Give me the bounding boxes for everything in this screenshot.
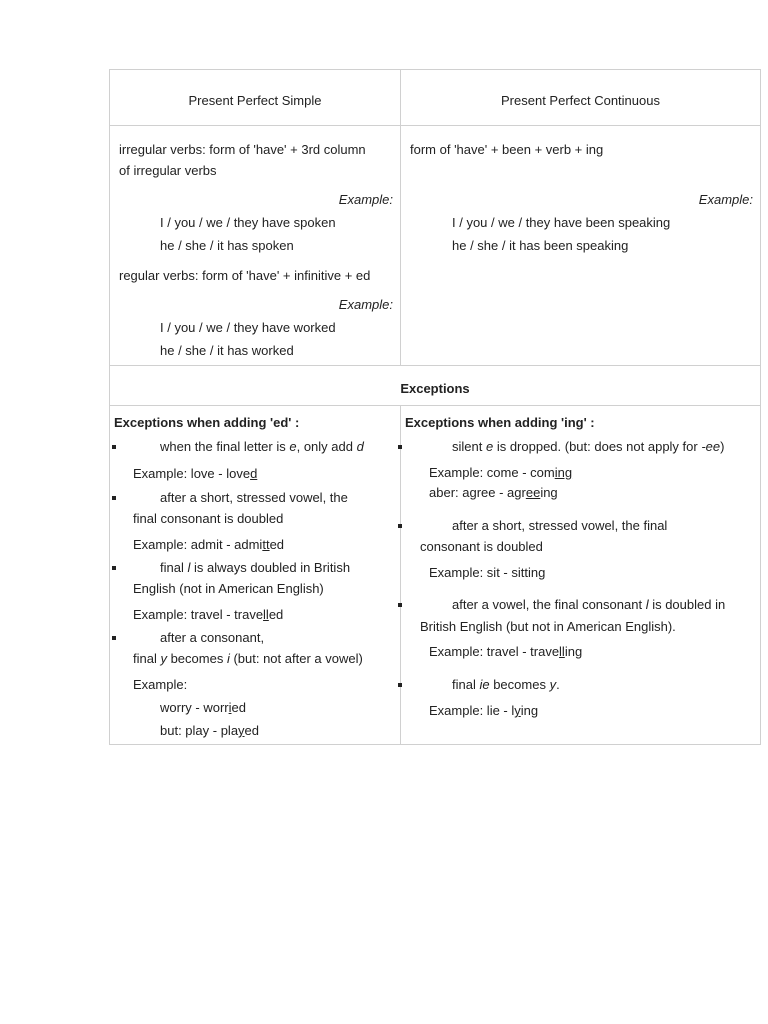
ed-rule2-example: Example: admit - admitted (133, 537, 285, 552)
table-border-left (109, 69, 110, 745)
bullet-icon (112, 445, 116, 449)
regular-example-label: Example: (338, 297, 393, 312)
ed-rule3-line2: English (not in American English) (133, 581, 324, 596)
irregular-rule-line2: of irregular verbs (119, 163, 217, 178)
table-border-top (109, 69, 761, 70)
ing-rule1-example: Example: come - coming (429, 465, 573, 480)
table-border-header (109, 125, 761, 126)
table-border-exceptions-top (109, 365, 761, 366)
irregular-example-2: he / she / it has spoken (160, 238, 294, 253)
continuous-example-2: he / she / it has been speaking (452, 238, 629, 253)
ed-rule4-line1: after a consonant, (160, 630, 265, 645)
table-divider-upper (400, 69, 401, 366)
bullet-icon (398, 524, 402, 528)
ing-rule3-example: Example: travel - travelling (429, 644, 583, 659)
ed-rule1-example: Example: love - loved (133, 466, 258, 481)
ed-rule4-example-label: Example: (133, 677, 188, 692)
ing-rule1-text: silent e is dropped. (but: does not apply for -ee) (452, 439, 725, 454)
ing-rule3-line2: British English (but not in American English). (420, 619, 676, 634)
bullet-icon (398, 445, 402, 449)
bullet-icon (112, 636, 116, 640)
table-divider-lower (400, 405, 401, 745)
bullet-icon (398, 603, 402, 607)
ing-rule2-line2: consonant is doubled (420, 539, 543, 554)
exceptions-title: Exceptions (400, 381, 470, 396)
continuous-example-1: I / you / we / they have been speaking (452, 215, 671, 230)
continuous-example-label: Example: (698, 192, 753, 207)
bullet-icon (112, 566, 116, 570)
table-border-exceptions-bottom (109, 405, 761, 406)
bullet-icon (112, 496, 116, 500)
ed-rule1-text: when the final letter is e, only add d (160, 439, 364, 454)
ing-rule2-example: Example: sit - sitting (429, 565, 546, 580)
table-border-bottom (109, 744, 761, 745)
ing-rule1-example2: aber: agree - agreeing (429, 485, 558, 500)
ed-rule3-line1: final l is always doubled in British (160, 560, 351, 575)
regular-rule: regular verbs: form of 'have' + infinitive + ed (119, 268, 371, 283)
continuous-rule: form of 'have' + been + verb + ing (410, 142, 604, 157)
irregular-example-label: Example: (338, 192, 393, 207)
ed-rule4-example-2: but: play - played (160, 723, 260, 738)
ed-exceptions-heading: Exceptions when adding 'ed' : (114, 415, 300, 430)
ed-rule4-example-1: worry - worried (160, 700, 246, 715)
bullet-icon (398, 683, 402, 687)
header-present-perfect-simple: Present Perfect Simple (188, 93, 322, 108)
regular-example-2: he / she / it has worked (160, 343, 294, 358)
ed-rule4-line2: final y becomes i (but: not after a vowel) (133, 651, 363, 666)
header-present-perfect-continuous: Present Perfect Continuous (501, 93, 660, 108)
ed-rule2-line1: after a short, stressed vowel, the (160, 490, 348, 505)
ing-rule3-line1: after a vowel, the final consonant l is doubled in (452, 597, 726, 612)
regular-example-1: I / you / we / they have worked (160, 320, 336, 335)
ing-rule4-text: final ie becomes y. (452, 677, 560, 692)
ing-rule2-line1: after a short, stressed vowel, the final (452, 518, 668, 533)
ed-rule3-example: Example: travel - travelled (133, 607, 284, 622)
irregular-example-1: I / you / we / they have spoken (160, 215, 336, 230)
ing-exceptions-heading: Exceptions when adding 'ing' : (405, 415, 595, 430)
irregular-rule-line1: irregular verbs: form of 'have' + 3rd column (119, 142, 366, 157)
ing-rule4-example: Example: lie - lying (429, 703, 539, 718)
table-border-right (760, 69, 761, 745)
ed-rule2-line2: final consonant is doubled (133, 511, 284, 526)
